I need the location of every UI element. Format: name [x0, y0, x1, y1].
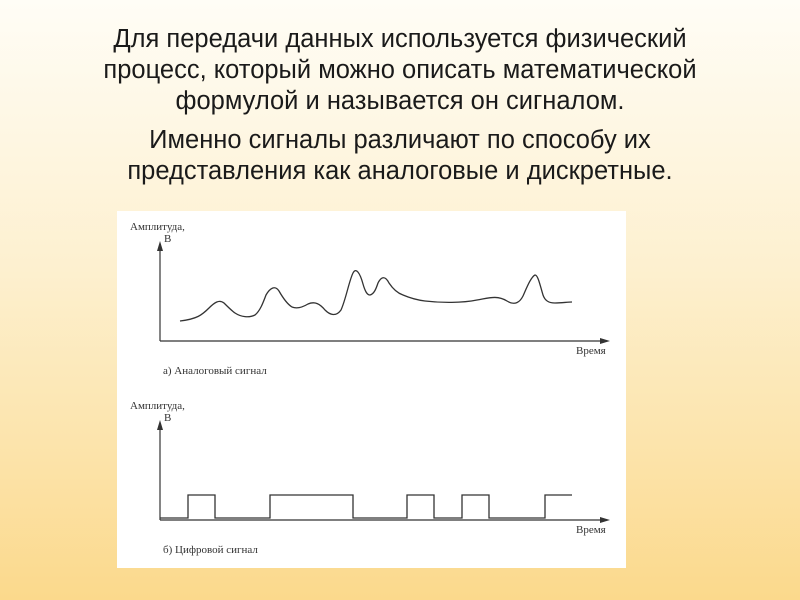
analog-y-unit: В: [164, 233, 172, 245]
digital-y-unit: В: [164, 412, 172, 424]
signals-paragraph: [20, 125, 780, 187]
analog-y-arrow: [157, 241, 163, 251]
analog-signal-curve: [180, 271, 572, 321]
intro-line-1: Для передачи данных используется физический: [113, 25, 687, 53]
digital-y-label: Амплитуда,: [130, 400, 185, 412]
signals-line-2: представления как аналоговые и дискретные.: [127, 157, 673, 185]
intro-paragraph: [20, 24, 780, 117]
analog-signal-chart: [130, 221, 610, 377]
digital-signal-chart: [130, 400, 610, 556]
signals-line-1: Именно сигналы различают по способу их: [149, 126, 651, 154]
digital-y-arrow: [157, 420, 163, 430]
intro-line-2: процесс, который можно описать математической: [103, 56, 697, 84]
analog-caption: а) Аналоговый сигнал: [163, 365, 267, 377]
digital-caption: б) Цифровой сигнал: [163, 544, 258, 556]
intro-line-3: формулой и называется он сигналом.: [175, 87, 625, 115]
digital-x-label: Время: [576, 524, 606, 536]
signal-diagram: [117, 211, 626, 568]
analog-y-label: Амплитуда,: [130, 221, 185, 233]
analog-x-label: Время: [576, 345, 606, 357]
slide-text: [20, 24, 780, 187]
signal-figure: [117, 211, 626, 568]
analog-x-arrow: [600, 338, 610, 344]
digital-x-arrow: [600, 517, 610, 523]
digital-signal-pulses: [160, 495, 572, 518]
